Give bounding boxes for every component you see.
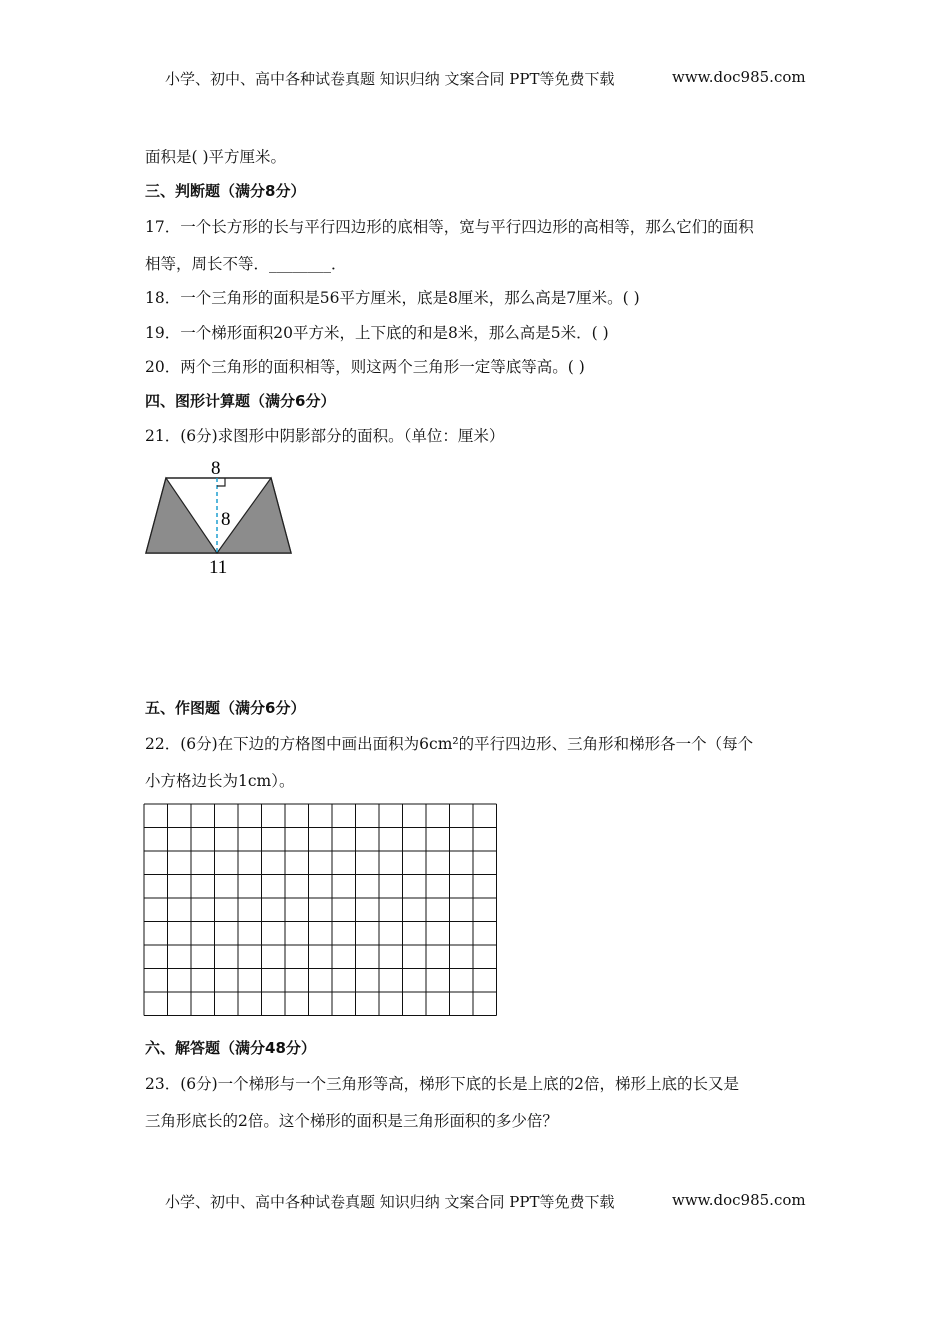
section-5-title: 五、作图题（满分6分） (145, 699, 306, 717)
question-17-line-2: 相等，周长不等．________． (145, 255, 347, 273)
header-left-text: 小学、初中、高中各种试卷真题 知识归纳 文案合同 PPT等免费下载 (165, 70, 615, 88)
square-grid (143, 803, 499, 1019)
top-base-label: 8 (211, 458, 221, 479)
footer-url: www.doc985.com (672, 1191, 806, 1209)
section-6-title: 六、解答题（满分48分） (145, 1039, 316, 1057)
continued-line: 面积是( )平方厘米。 (145, 148, 287, 166)
question-22-line-2: 小方格边长为1cm）。 (145, 772, 295, 790)
trapezoid-figure (140, 455, 300, 580)
question-22-line-1: 22．(6分)在下边的方格图中画出面积为6cm²的平行四边形、三角形和梯形各一个（每个 (145, 735, 754, 753)
section-4-title: 四、图形计算题（满分6分） (145, 392, 336, 410)
question-18: 18．一个三角形的面积是56平方厘米，底是8厘米，那么高是7厘米。( ) (145, 289, 640, 307)
question-17-line-1: 17．一个长方形的长与平行四边形的底相等，宽与平行四边形的高相等，那么它们的面积 (145, 218, 754, 236)
question-19: 19．一个梯形面积20平方米，上下底的和是8米，那么高是5米．( ) (145, 324, 609, 342)
height-label: 8 (221, 509, 231, 530)
bottom-base-label: 11 (209, 557, 228, 578)
question-20: 20．两个三角形的面积相等，则这两个三角形一定等底等高。( ) (145, 358, 585, 376)
question-23-line-2: 三角形底长的2倍。这个梯形的面积是三角形面积的多少倍？ (145, 1112, 558, 1130)
question-21: 21．(6分)求图形中阴影部分的面积。（单位：厘米） (145, 427, 505, 445)
section-3-title: 三、判断题（满分8分） (145, 182, 306, 200)
question-23-line-1: 23．(6分)一个梯形与一个三角形等高，梯形下底的长是上底的2倍，梯形上底的长又是 (145, 1075, 740, 1093)
footer-left-text: 小学、初中、高中各种试卷真题 知识归纳 文案合同 PPT等免费下载 (165, 1193, 615, 1211)
header-url: www.doc985.com (672, 68, 806, 86)
